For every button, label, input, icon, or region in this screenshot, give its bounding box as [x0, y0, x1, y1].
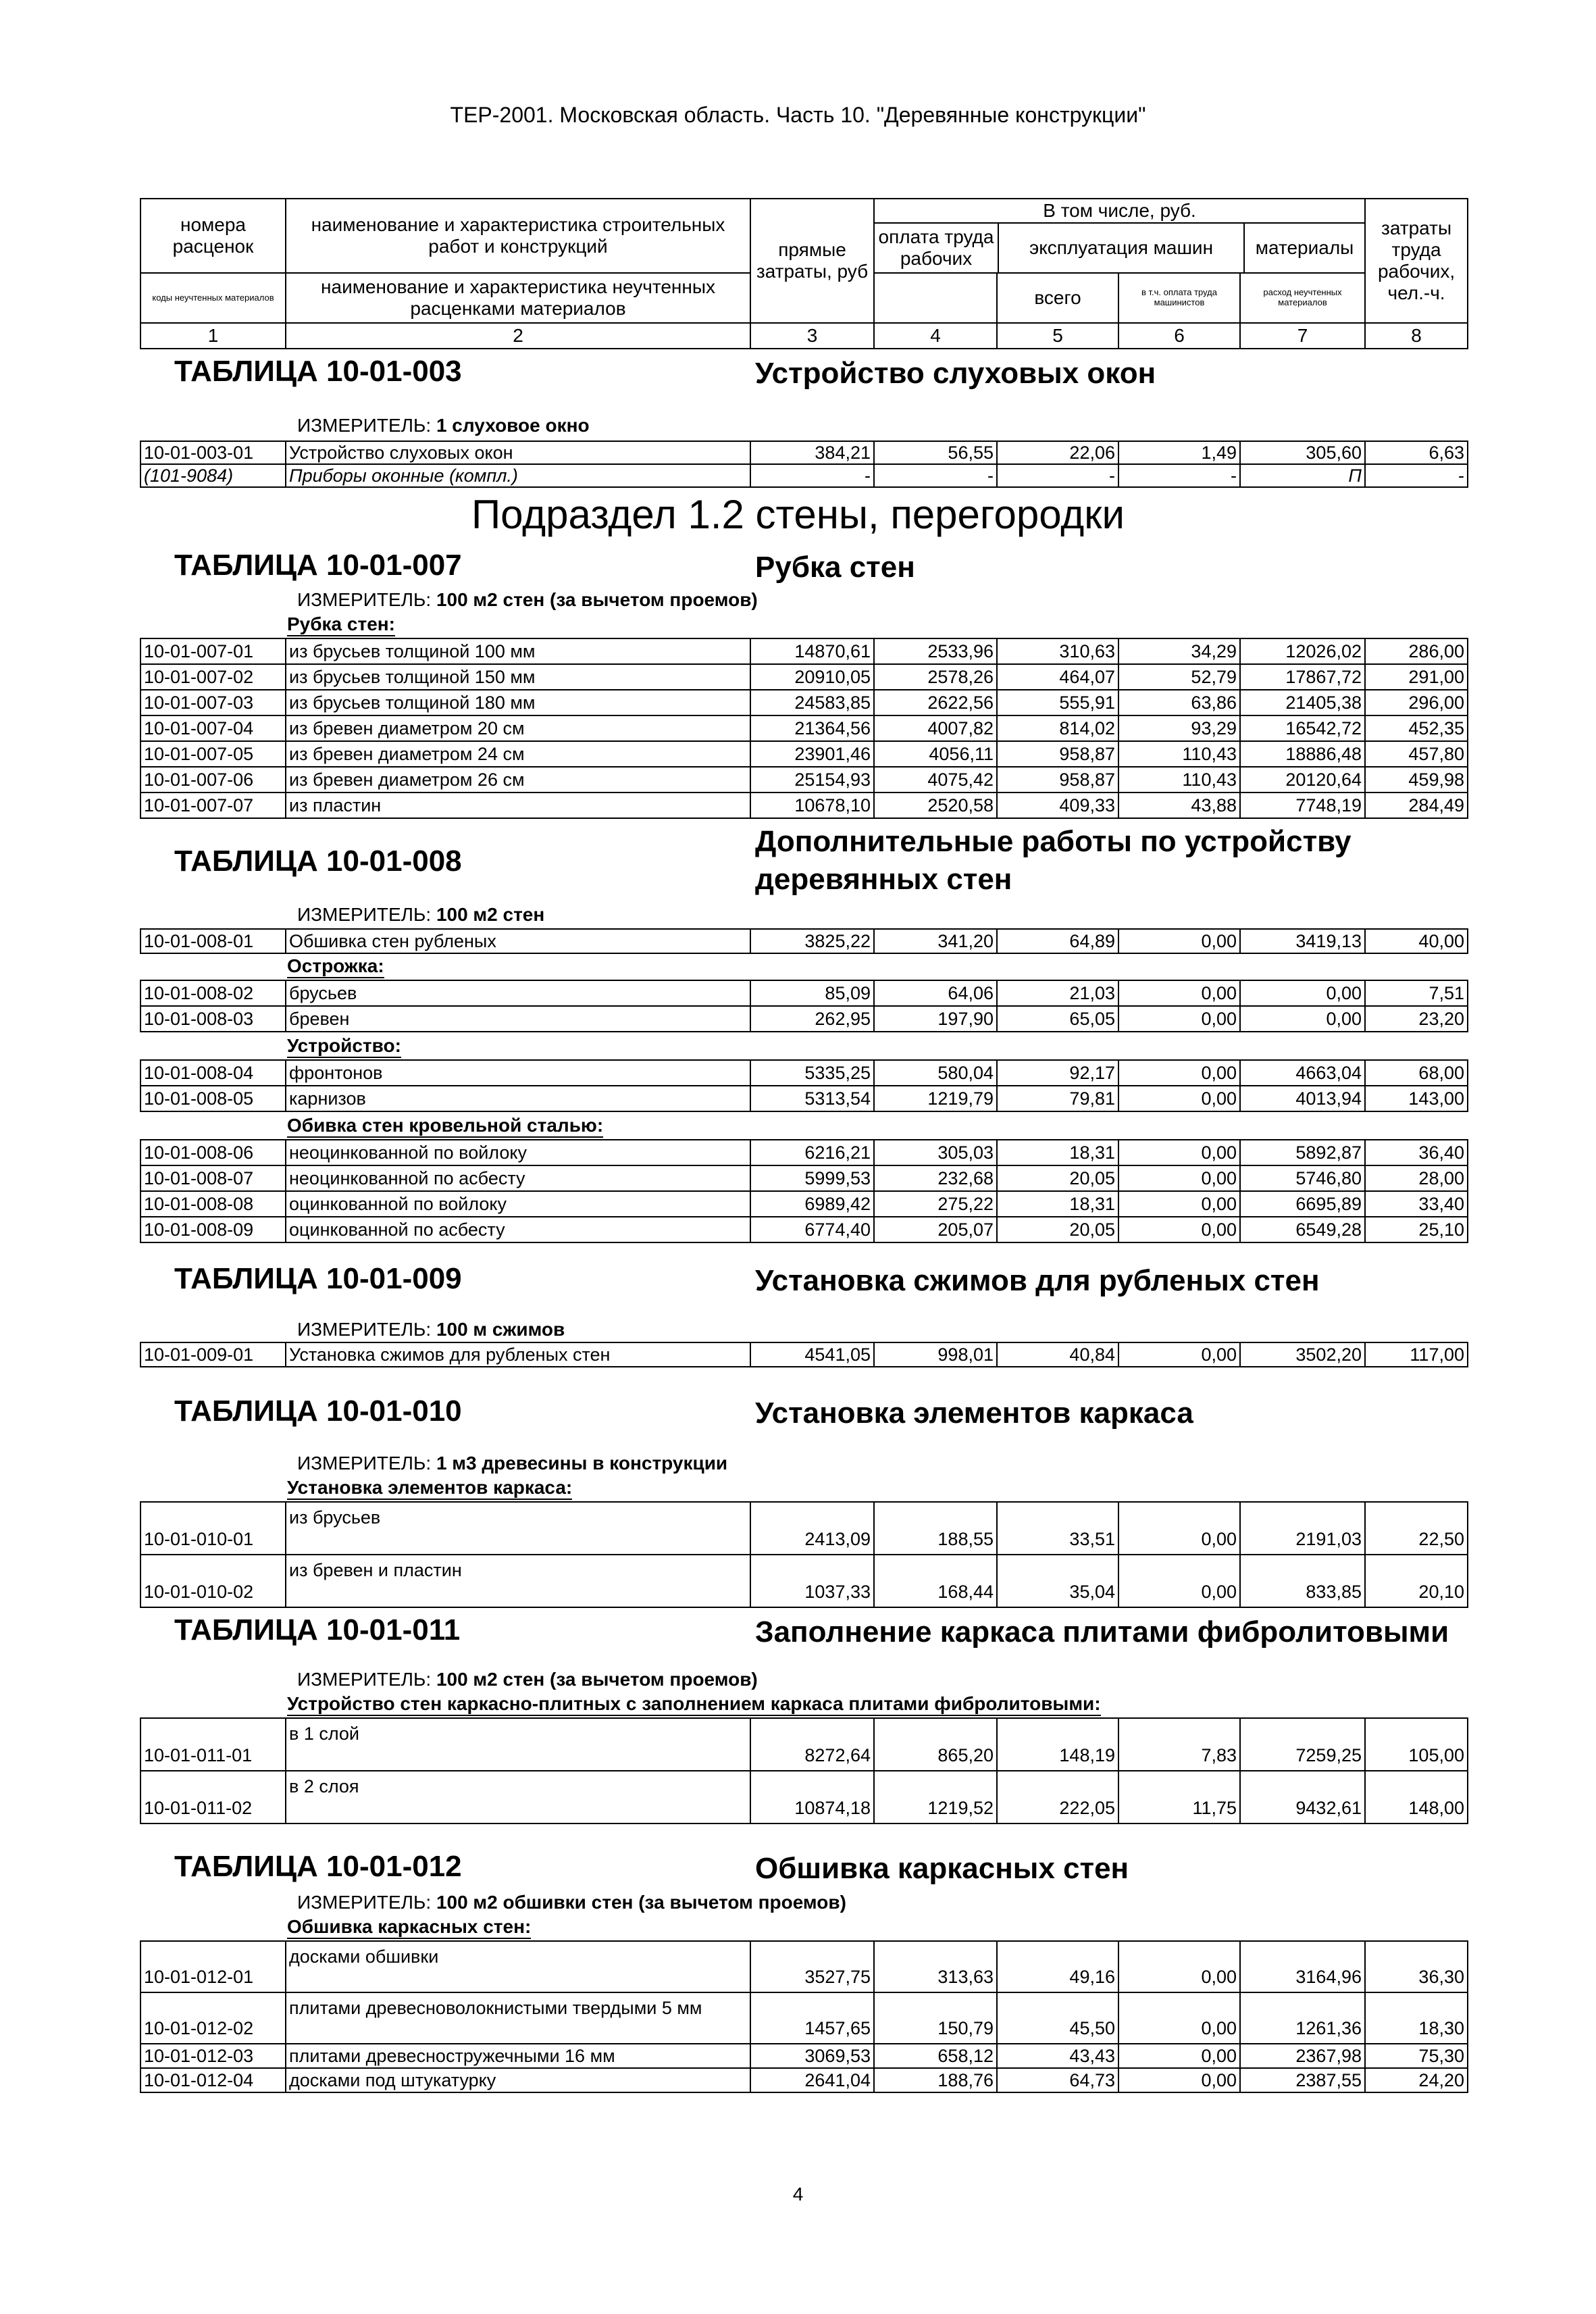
work-name: оцинкованной по асбесту — [286, 1217, 750, 1242]
work-name: фронтонов — [286, 1060, 750, 1086]
rate-code: 10-01-012-01 — [140, 1941, 286, 1992]
rate-value: 2533,96 — [874, 638, 997, 664]
header-num: 3 — [750, 323, 874, 349]
rate-value: 36,30 — [1365, 1941, 1468, 1992]
rate-value: 0,00 — [1240, 1006, 1365, 1032]
header-name: наименование и характеристика строительных работ и конструкций — [286, 199, 750, 273]
measure-unit: ИЗМЕРИТЕЛЬ: 100 м2 стен (за вычетом проемов) — [297, 589, 758, 610]
rate-value: 457,80 — [1365, 741, 1468, 767]
table-row: 10-01-008-01 Обшивка стен рубленых 3825,22 341,20 64,89 0,00 3419,13 40,00 — [140, 929, 1468, 953]
rate-value: 28,00 — [1365, 1165, 1468, 1191]
rate-value: 6774,40 — [750, 1217, 874, 1242]
rate-value: 1457,65 — [750, 1992, 874, 2044]
work-name: оцинкованной по войлоку — [286, 1191, 750, 1217]
work-name: бревен — [286, 1006, 750, 1032]
rate-value: 35,04 — [997, 1555, 1118, 1607]
work-name: неоцинкованной по войлоку — [286, 1140, 750, 1165]
rate-value: 865,20 — [874, 1718, 997, 1771]
table-description: Устройство слуховых окон — [755, 357, 1156, 390]
table-row — [140, 1771, 1468, 1823]
rate-value: 7748,19 — [1240, 793, 1365, 818]
measure-unit: ИЗМЕРИТЕЛЬ: 1 слуховое окно — [297, 415, 590, 436]
rate-value: 63,86 — [1118, 690, 1240, 715]
rate-value: 105,00 — [1365, 1718, 1468, 1771]
rate-code: 10-01-007-01 — [140, 638, 286, 664]
work-name: из бревен диаметром 26 см — [286, 767, 750, 793]
rate-value: 2520,58 — [874, 793, 997, 818]
rate-value: 296,00 — [1365, 690, 1468, 715]
rate-value: 0,00 — [1118, 980, 1240, 1006]
rate-value: 20120,64 — [1240, 767, 1365, 793]
group-label: Устройство: — [287, 1035, 401, 1058]
rate-value: 7259,25 — [1240, 1718, 1365, 1771]
rate-value: 555,91 — [997, 690, 1118, 715]
table-row — [140, 1555, 1468, 1607]
rate-value: 25,10 — [1365, 1217, 1468, 1242]
rate-code: 10-01-008-05 — [140, 1086, 286, 1111]
table-heading: ТАБЛИЦА 10-01-012 — [174, 1850, 462, 1883]
table-row — [140, 1165, 1468, 1191]
table-row — [140, 1342, 1468, 1367]
rate-code: 10-01-008-03 — [140, 1006, 286, 1032]
rate-code: 10-01-008-07 — [140, 1165, 286, 1191]
rate-value: 0,00 — [1118, 2044, 1240, 2068]
rate-value: 150,79 — [874, 1992, 997, 2044]
table-row — [140, 980, 1468, 1006]
header-labor: затраты труда рабочих, чел.-ч. — [1365, 199, 1468, 323]
rate-value: 20,05 — [997, 1217, 1118, 1242]
rate-value: 305,03 — [874, 1140, 997, 1165]
rates-table — [140, 638, 1468, 819]
rate-value: 0,00 — [1118, 1217, 1240, 1242]
rate-value: 21364,56 — [750, 715, 874, 741]
rate-value: 10678,10 — [750, 793, 874, 818]
rate-value: 998,01 — [874, 1342, 997, 1367]
work-name: в 2 слоя — [286, 1771, 750, 1823]
rate-value: 23,20 — [1365, 1006, 1468, 1032]
rate-value: 2191,03 — [1240, 1502, 1365, 1555]
rate-value: 64,06 — [874, 980, 997, 1006]
rate-value: 34,29 — [1118, 638, 1240, 664]
rate-value: 291,00 — [1365, 664, 1468, 690]
rate-code: 10-01-012-03 — [140, 2044, 286, 2068]
rate-value: 2413,09 — [750, 1502, 874, 1555]
rates-table — [140, 1940, 1468, 2093]
rate-value: 205,07 — [874, 1217, 997, 1242]
rate-value: 117,00 — [1365, 1342, 1468, 1367]
table-row — [140, 1191, 1468, 1217]
rate-value: 21405,38 — [1240, 690, 1365, 715]
measure-unit: ИЗМЕРИТЕЛЬ: 100 м сжимов — [297, 1319, 565, 1340]
rate-value: 958,87 — [997, 741, 1118, 767]
rate-value: 4541,05 — [750, 1342, 874, 1367]
table-row — [140, 741, 1468, 767]
header-incl: В том числе, руб. оплата труда рабочих эксплуатация машин материалы — [874, 199, 1365, 273]
table-description: Установка элементов каркаса — [755, 1397, 1193, 1430]
header-num: 1 — [140, 323, 286, 349]
table-row — [140, 1217, 1468, 1242]
rate-value: 2622,56 — [874, 690, 997, 715]
rate-value: 0,00 — [1118, 1140, 1240, 1165]
table-row — [140, 715, 1468, 741]
rates-table — [140, 441, 1468, 488]
rate-value: 3164,96 — [1240, 1941, 1365, 1992]
rate-value: 24,20 — [1365, 2068, 1468, 2092]
rate-code: 10-01-012-02 — [140, 1992, 286, 2044]
table-row — [140, 793, 1468, 818]
rate-value: 110,43 — [1118, 741, 1240, 767]
table-row — [140, 664, 1468, 690]
rate-value: 1219,52 — [874, 1771, 997, 1823]
rate-value: 43,43 — [997, 2044, 1118, 2068]
rate-value: 18886,48 — [1240, 741, 1365, 767]
rate-value: 23901,46 — [750, 741, 874, 767]
table-row: (101-9084) Приборы оконные (компл.) - - - - П - — [140, 464, 1468, 487]
rate-value: 6695,89 — [1240, 1191, 1365, 1217]
rate-value: 5313,54 — [750, 1086, 874, 1111]
rate-value: 0,00 — [1118, 1006, 1240, 1032]
work-name: из брусьев — [286, 1502, 750, 1555]
work-name: из бревен диаметром 20 см — [286, 715, 750, 741]
rate-value: 232,68 — [874, 1165, 997, 1191]
rate-value: 1261,36 — [1240, 1992, 1365, 2044]
header-num: 2 — [286, 323, 750, 349]
rate-value: 18,30 — [1365, 1992, 1468, 2044]
header-machinists-wages: в т.ч. оплата труда машинистов — [1118, 273, 1240, 323]
header-materials: материалы — [1255, 236, 1354, 258]
rate-value: 452,35 — [1365, 715, 1468, 741]
measure-unit: ИЗМЕРИТЕЛЬ: 100 м2 обшивки стен (за вычетом проемов) — [297, 1892, 846, 1913]
rates-table — [140, 928, 1468, 954]
rate-value: 43,88 — [1118, 793, 1240, 818]
rate-value: 0,00 — [1118, 1086, 1240, 1111]
table-row — [140, 1502, 1468, 1555]
rate-value: 409,33 — [997, 793, 1118, 818]
rate-value: 0,00 — [1118, 1555, 1240, 1607]
rate-value: 0,00 — [1118, 1191, 1240, 1217]
header-code: номера расценок — [140, 199, 286, 273]
rate-value: 40,84 — [997, 1342, 1118, 1367]
rate-code: 10-01-007-03 — [140, 690, 286, 715]
work-name: плитами древесностружечными 16 мм — [286, 2044, 750, 2068]
rate-value: 20,10 — [1365, 1555, 1468, 1607]
rate-value: 464,07 — [997, 664, 1118, 690]
rate-code: 10-01-007-02 — [140, 664, 286, 690]
rate-value: 0,00 — [1118, 1342, 1240, 1367]
rate-value: 2387,55 — [1240, 2068, 1365, 2092]
rate-value: 958,87 — [997, 767, 1118, 793]
work-name: досками обшивки — [286, 1941, 750, 1992]
rate-value: 20910,05 — [750, 664, 874, 690]
table-row: 10-01-003-01 Устройство слуховых окон 384,21 56,55 22,06 1,49 305,60 6,63 — [140, 441, 1468, 464]
rate-value: 313,63 — [874, 1941, 997, 1992]
table-row — [140, 1992, 1468, 2044]
rate-value: 148,19 — [997, 1718, 1118, 1771]
rate-value: 3502,20 — [1240, 1342, 1365, 1367]
rate-code: 10-01-009-01 — [140, 1342, 286, 1367]
rate-value: 814,02 — [997, 715, 1118, 741]
rate-value: 64,73 — [997, 2068, 1118, 2092]
header-machines-total: всего — [997, 273, 1118, 323]
rate-value: 20,05 — [997, 1165, 1118, 1191]
work-name: досками под штукатурку — [286, 2068, 750, 2092]
rate-code: 10-01-011-02 — [140, 1771, 286, 1823]
rate-value: 6216,21 — [750, 1140, 874, 1165]
work-name: в 1 слой — [286, 1718, 750, 1771]
rate-value: 1037,33 — [750, 1555, 874, 1607]
rate-value: 0,00 — [1118, 1992, 1240, 2044]
rates-table — [140, 1139, 1468, 1243]
rates-table — [140, 1717, 1468, 1824]
table-row — [140, 1941, 1468, 1992]
table-heading: ТАБЛИЦА 10-01-011 — [174, 1613, 461, 1646]
rate-value: 0,00 — [1118, 2068, 1240, 2092]
rates-table — [140, 1342, 1468, 1367]
rate-value: 5999,53 — [750, 1165, 874, 1191]
header-num: 4 — [874, 323, 997, 349]
header-wages: оплата труда рабочих — [875, 224, 999, 272]
work-name: из брусьев толщиной 100 мм — [286, 638, 750, 664]
rate-value: 7,83 — [1118, 1718, 1240, 1771]
table-row — [140, 1060, 1468, 1086]
rate-value: 5892,87 — [1240, 1140, 1365, 1165]
rate-value: 0,00 — [1240, 980, 1365, 1006]
rate-code: 10-01-012-04 — [140, 2068, 286, 2092]
rate-value: 459,98 — [1365, 767, 1468, 793]
rate-code: 10-01-007-05 — [140, 741, 286, 767]
rate-value: 3069,53 — [750, 2044, 874, 2068]
rate-value: 6549,28 — [1240, 1217, 1365, 1242]
work-name: из бревен и пластин — [286, 1555, 750, 1607]
work-name: плитами древесноволокнистыми твердыми 5 мм — [286, 1992, 750, 2044]
rate-value: 286,00 — [1365, 638, 1468, 664]
rate-value: 18,31 — [997, 1140, 1118, 1165]
rate-value: 18,31 — [997, 1191, 1118, 1217]
rate-value: 222,05 — [997, 1771, 1118, 1823]
header-name-unaccounted: наименование и характеристика неучтенных расценками материалов — [286, 273, 750, 323]
rate-value: 24583,85 — [750, 690, 874, 715]
rate-value: 12026,02 — [1240, 638, 1365, 664]
rates-table — [140, 1501, 1468, 1608]
group-label: Обивка стен кровельной сталью: — [287, 1115, 603, 1138]
table-row — [140, 638, 1468, 664]
rate-value: 5746,80 — [1240, 1165, 1365, 1191]
work-name: из брусьев толщиной 180 мм — [286, 690, 750, 715]
table-heading: ТАБЛИЦА 10-01-003 — [174, 355, 462, 388]
rate-value: 262,95 — [750, 1006, 874, 1032]
rate-value: 75,30 — [1365, 2044, 1468, 2068]
group-label: Установка элементов каркаса: — [287, 1477, 572, 1500]
rate-code: 10-01-011-01 — [140, 1718, 286, 1771]
measure-unit: ИЗМЕРИТЕЛЬ: 100 м2 стен — [297, 904, 545, 925]
rate-value: 10874,18 — [750, 1771, 874, 1823]
rate-code: 10-01-008-09 — [140, 1217, 286, 1242]
table-description: Рубка стен — [755, 551, 915, 584]
table-row — [140, 767, 1468, 793]
rate-value: 197,90 — [874, 1006, 997, 1032]
header-num: 5 — [997, 323, 1118, 349]
rate-code: 10-01-010-01 — [140, 1502, 286, 1555]
rate-value: 6989,42 — [750, 1191, 874, 1217]
rate-value: 25154,93 — [750, 767, 874, 793]
rate-value: 168,44 — [874, 1555, 997, 1607]
group-label: Устройство стен каркасно-плитных с заполнением каркаса плитами фибролитовыми: — [287, 1693, 1101, 1716]
rates-table — [140, 980, 1468, 1032]
work-name: из пластин — [286, 793, 750, 818]
rate-value: 3527,75 — [750, 1941, 874, 1992]
rate-value: 2641,04 — [750, 2068, 874, 2092]
rate-value: 36,40 — [1365, 1140, 1468, 1165]
rate-code: 10-01-010-02 — [140, 1555, 286, 1607]
rate-value: 275,22 — [874, 1191, 997, 1217]
table-heading: ТАБЛИЦА 10-01-010 — [174, 1394, 462, 1428]
group-label: Рубка стен: — [287, 613, 395, 636]
header-num: 6 — [1118, 323, 1240, 349]
rate-value: 8272,64 — [750, 1718, 874, 1771]
rate-value: 4056,11 — [874, 741, 997, 767]
rate-value: 4663,04 — [1240, 1060, 1365, 1086]
rate-value: 148,00 — [1365, 1771, 1468, 1823]
rate-value: 0,00 — [1118, 1502, 1240, 1555]
work-name: брусьев — [286, 980, 750, 1006]
rate-value: 188,55 — [874, 1502, 997, 1555]
table-row — [140, 1006, 1468, 1032]
rate-value: 0,00 — [1118, 1165, 1240, 1191]
table-row — [140, 2044, 1468, 2068]
header-num: 8 — [1365, 323, 1468, 349]
header-codes-unaccounted: коды неучтенных материалов — [140, 273, 286, 323]
measure-unit: ИЗМЕРИТЕЛЬ: 1 м3 древесины в конструкции — [297, 1453, 728, 1474]
group-label: Обшивка каркасных стен: — [287, 1916, 531, 1939]
rate-value: 4007,82 — [874, 715, 997, 741]
rate-code: 10-01-008-06 — [140, 1140, 286, 1165]
rate-value: 0,00 — [1118, 1060, 1240, 1086]
table-description: Установка сжимов для рубленых стен — [755, 1264, 1320, 1297]
measure-unit: ИЗМЕРИТЕЛЬ: 100 м2 стен (за вычетом проемов) — [297, 1669, 758, 1690]
rate-value: 7,51 — [1365, 980, 1468, 1006]
rate-value: 22,50 — [1365, 1502, 1468, 1555]
rate-code: 10-01-007-07 — [140, 793, 286, 818]
column-header-table — [140, 198, 1468, 349]
rate-value: 93,29 — [1118, 715, 1240, 741]
rate-value: 9432,61 — [1240, 1771, 1365, 1823]
table-heading: ТАБЛИЦА 10-01-009 — [174, 1262, 462, 1295]
rate-value: 45,50 — [997, 1992, 1118, 2044]
rate-value: 92,17 — [997, 1060, 1118, 1086]
rate-value: 11,75 — [1118, 1771, 1240, 1823]
rate-value: 79,81 — [997, 1086, 1118, 1111]
rate-code: 10-01-008-04 — [140, 1060, 286, 1086]
rate-value: 310,63 — [997, 638, 1118, 664]
rate-value: 580,04 — [874, 1060, 997, 1086]
rate-value: 16542,72 — [1240, 715, 1365, 741]
page-number: 4 — [792, 2184, 804, 2205]
group-label: Острожка: — [287, 955, 384, 978]
table-heading: ТАБЛИЦА 10-01-008 — [174, 845, 462, 878]
subsection-heading: Подраздел 1.2 стены, перегородки — [471, 492, 1125, 537]
rate-value: 0,00 — [1118, 1941, 1240, 1992]
rate-code: 10-01-007-06 — [140, 767, 286, 793]
rate-value: 4075,42 — [874, 767, 997, 793]
rate-value: 658,12 — [874, 2044, 997, 2068]
rate-value: 4013,94 — [1240, 1086, 1365, 1111]
rate-code: 10-01-007-04 — [140, 715, 286, 741]
header-direct-costs: прямые затраты, руб — [750, 199, 874, 323]
rate-value: 49,16 — [997, 1941, 1118, 1992]
rate-value: 833,85 — [1240, 1555, 1365, 1607]
work-name: карнизов — [286, 1086, 750, 1111]
table-description: Обшивка каркасных стен — [755, 1852, 1129, 1885]
table-row — [140, 2068, 1468, 2092]
table-row — [140, 1718, 1468, 1771]
rate-value: 68,00 — [1365, 1060, 1468, 1086]
rate-value: 52,79 — [1118, 664, 1240, 690]
work-name: из брусьев толщиной 150 мм — [286, 664, 750, 690]
table-row — [140, 690, 1468, 715]
table-description: Дополнительные работы по устройству деревянных стен — [755, 825, 1352, 896]
rate-value: 2367,98 — [1240, 2044, 1365, 2068]
rate-value: 284,49 — [1365, 793, 1468, 818]
work-name: неоцинкованной по асбесту — [286, 1165, 750, 1191]
rate-value: 110,43 — [1118, 767, 1240, 793]
header-unaccounted-materials: расход неучтенных материалов — [1240, 273, 1365, 323]
header-machines: эксплуатация машин — [999, 224, 1245, 272]
rate-value: 33,51 — [997, 1502, 1118, 1555]
rate-value: 1219,79 — [874, 1086, 997, 1111]
rate-value: 21,03 — [997, 980, 1118, 1006]
table-row — [140, 1086, 1468, 1111]
work-name: из бревен диаметром 24 см — [286, 741, 750, 767]
header-num: 7 — [1240, 323, 1365, 349]
rates-table — [140, 1059, 1468, 1112]
rate-value: 85,09 — [750, 980, 874, 1006]
table-description: Заполнение каркаса плитами фибролитовыми — [755, 1615, 1449, 1649]
rate-value: 65,05 — [997, 1006, 1118, 1032]
rate-value: 143,00 — [1365, 1086, 1468, 1111]
table-heading: ТАБЛИЦА 10-01-007 — [174, 549, 462, 582]
rate-code: 10-01-008-02 — [140, 980, 286, 1006]
table-row — [140, 1140, 1468, 1165]
rate-value: 2578,26 — [874, 664, 997, 690]
document-title: ТЕР-2001. Московская область. Часть 10. "Деревянные конструкции" — [450, 103, 1146, 127]
rate-value: 5335,25 — [750, 1060, 874, 1086]
rate-value: 14870,61 — [750, 638, 874, 664]
rate-value: 17867,72 — [1240, 664, 1365, 690]
rate-value: 33,40 — [1365, 1191, 1468, 1217]
rate-code: 10-01-008-08 — [140, 1191, 286, 1217]
work-name: Установка сжимов для рубленых стен — [286, 1342, 750, 1367]
rate-value: 188,76 — [874, 2068, 997, 2092]
